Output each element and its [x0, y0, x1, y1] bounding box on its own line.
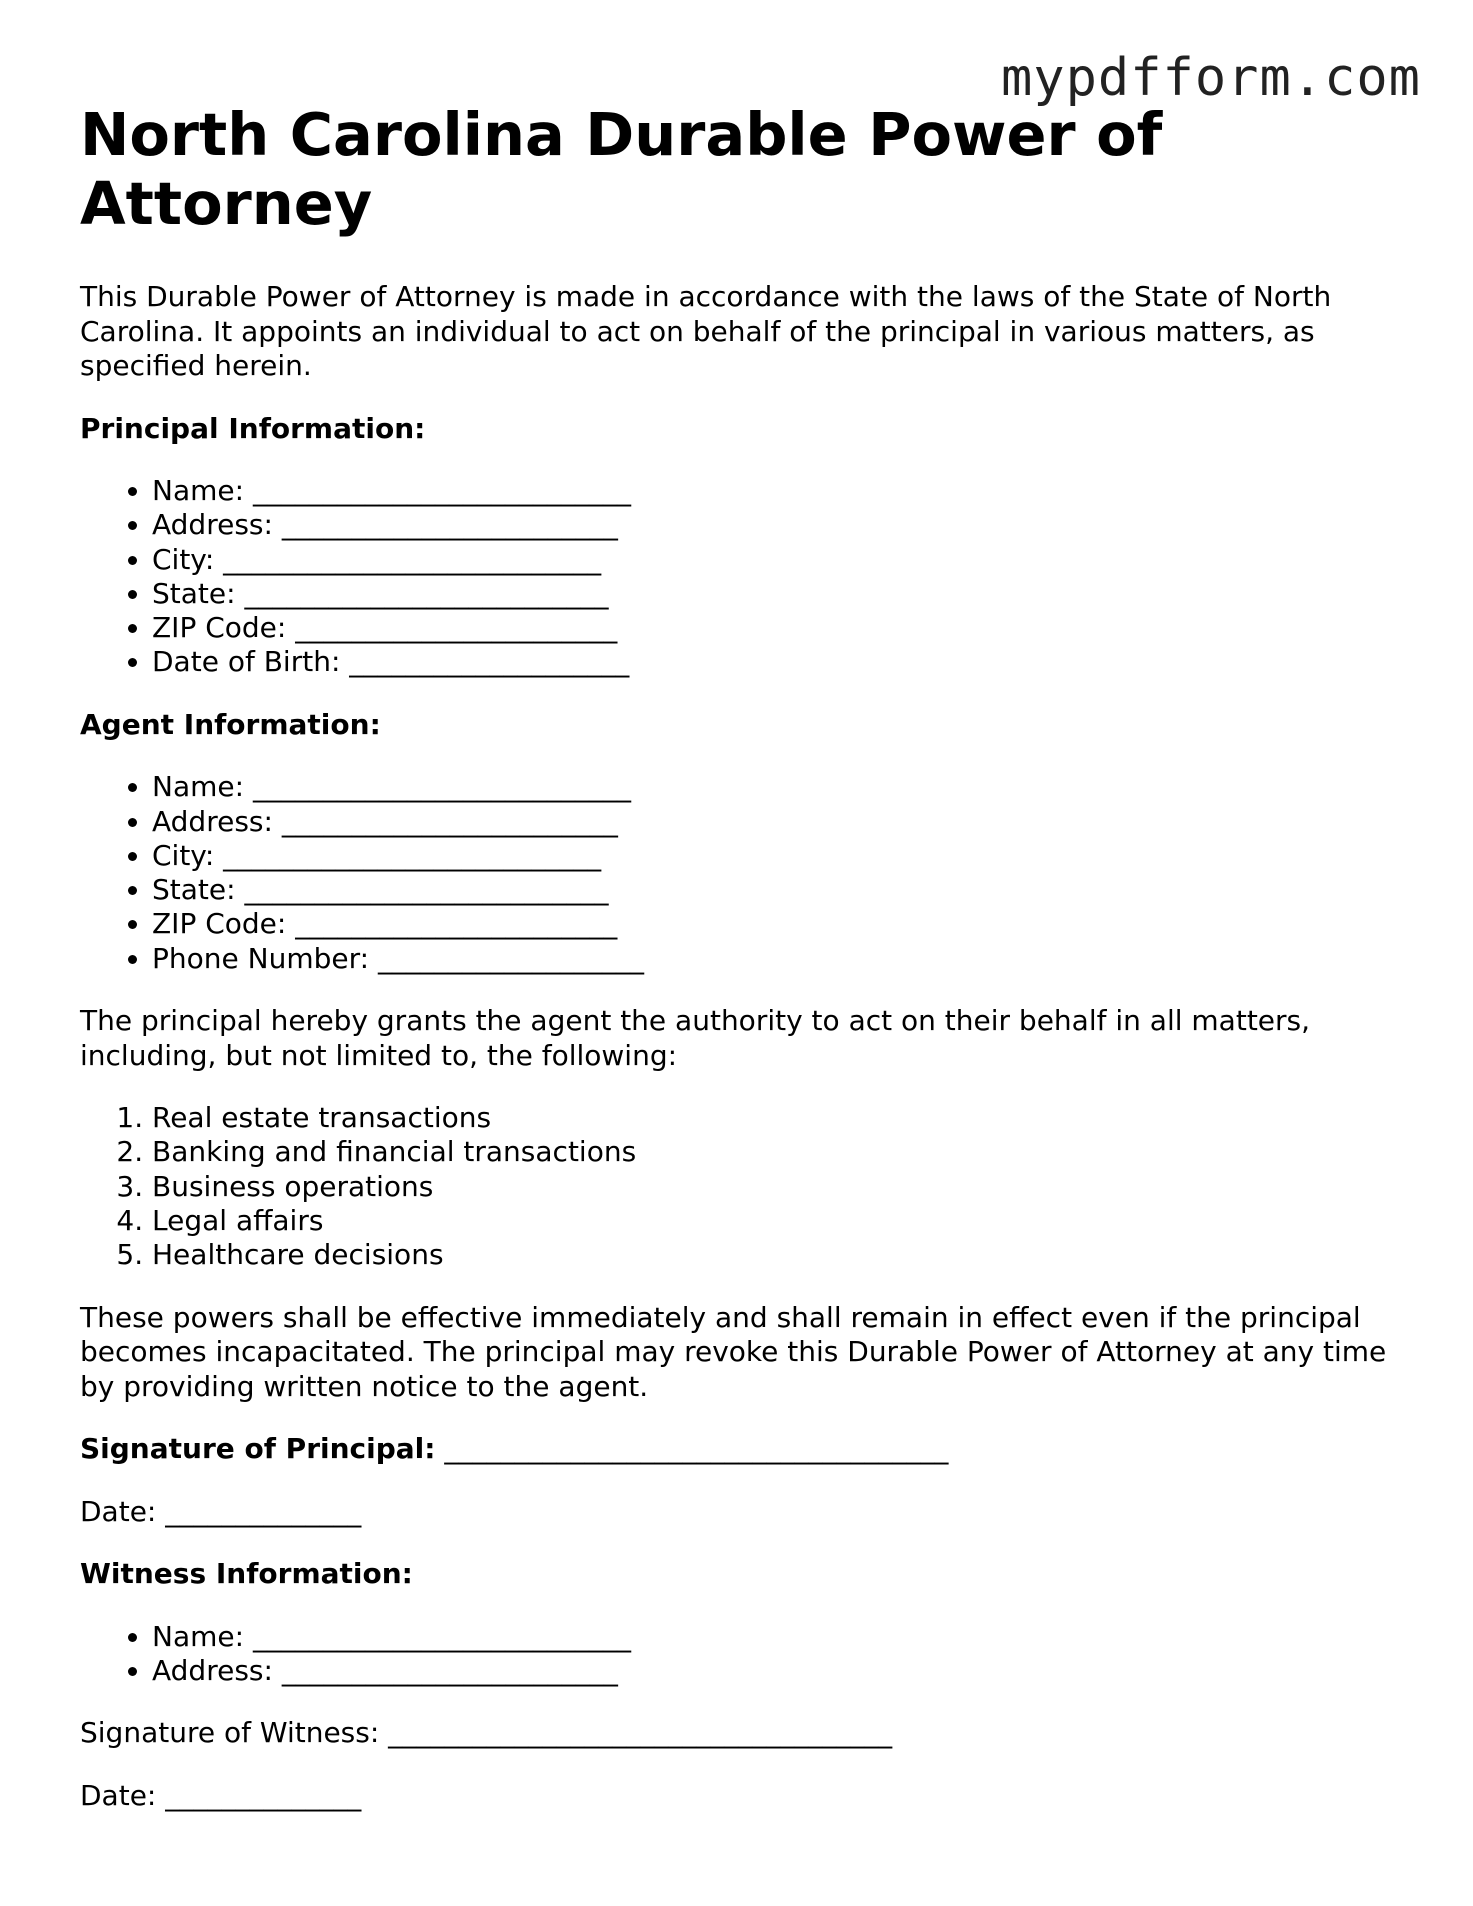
power-item: 4. Legal affairs	[152, 1204, 1420, 1238]
power-item: 5. Healthcare decisions	[152, 1238, 1420, 1272]
agent-address-field: • Address: ________________________	[152, 805, 1420, 839]
intro-paragraph: This Durable Power of Attorney is made in accordance with the laws of the State of North Carolina. It appoints an individual to act on behalf of the principal in various matters, as specified herein.	[80, 280, 1332, 382]
agent-heading: Agent Information:	[80, 707, 381, 741]
principal-date-line: Date: ______________	[80, 1494, 362, 1528]
witness-signature-line: Signature of Witness: ____________________________________	[80, 1716, 893, 1750]
grant-paragraph: The principal hereby grants the agent the authority to act on their behalf in all matters, including, but not limited to, the following:	[80, 1004, 1311, 1072]
agent-state-field: • State: __________________________	[152, 873, 1420, 907]
principal-heading: Principal Information:	[80, 411, 426, 445]
agent-phone-field: • Phone Number: ___________________	[152, 942, 1420, 976]
watermark-text: mypdfform.com	[1001, 48, 1421, 108]
document-page	[80, 100, 1420, 1841]
principal-fields-list	[80, 474, 1420, 680]
principal-name-field: • Name: ___________________________	[152, 474, 1420, 508]
power-item: 3. Business operations	[152, 1170, 1420, 1204]
power-item: 1. Real estate transactions	[152, 1101, 1420, 1135]
effect-paragraph: These powers shall be effective immediately and shall remain in effect even if the principal becomes incapacitated. The principal may revoke this Durable Power of Attorney at any time by providing written notice to the agent.	[80, 1300, 1387, 1403]
principal-signature-blank: ____________________________________	[435, 1432, 949, 1466]
agent-fields-list	[80, 770, 1420, 976]
agent-zip-field: • ZIP Code: _______________________	[152, 907, 1420, 941]
witness-heading: Witness Information:	[80, 1557, 413, 1591]
principal-signature-label: Signature of Principal:	[80, 1432, 436, 1466]
powers-list	[80, 1101, 1420, 1272]
witness-name-field: • Name: ___________________________	[152, 1620, 1420, 1654]
power-item: 2. Banking and financial transactions	[152, 1135, 1420, 1169]
page-title: North Carolina Durable Power of Attorney	[80, 100, 1163, 238]
principal-dob-field: • Date of Birth: ____________________	[152, 645, 1420, 679]
witness-date-line: Date: ______________	[80, 1778, 362, 1812]
principal-signature-line	[80, 1432, 1420, 1467]
witness-fields-list	[80, 1620, 1420, 1689]
principal-city-field: • City: ___________________________	[152, 543, 1420, 577]
witness-address-field: • Address: ________________________	[152, 1654, 1420, 1688]
principal-address-field: • Address: ________________________	[152, 508, 1420, 542]
agent-city-field: • City: ___________________________	[152, 839, 1420, 873]
principal-state-field: • State: __________________________	[152, 577, 1420, 611]
principal-zip-field: • ZIP Code: _______________________	[152, 611, 1420, 645]
agent-name-field: • Name: ___________________________	[152, 770, 1420, 804]
